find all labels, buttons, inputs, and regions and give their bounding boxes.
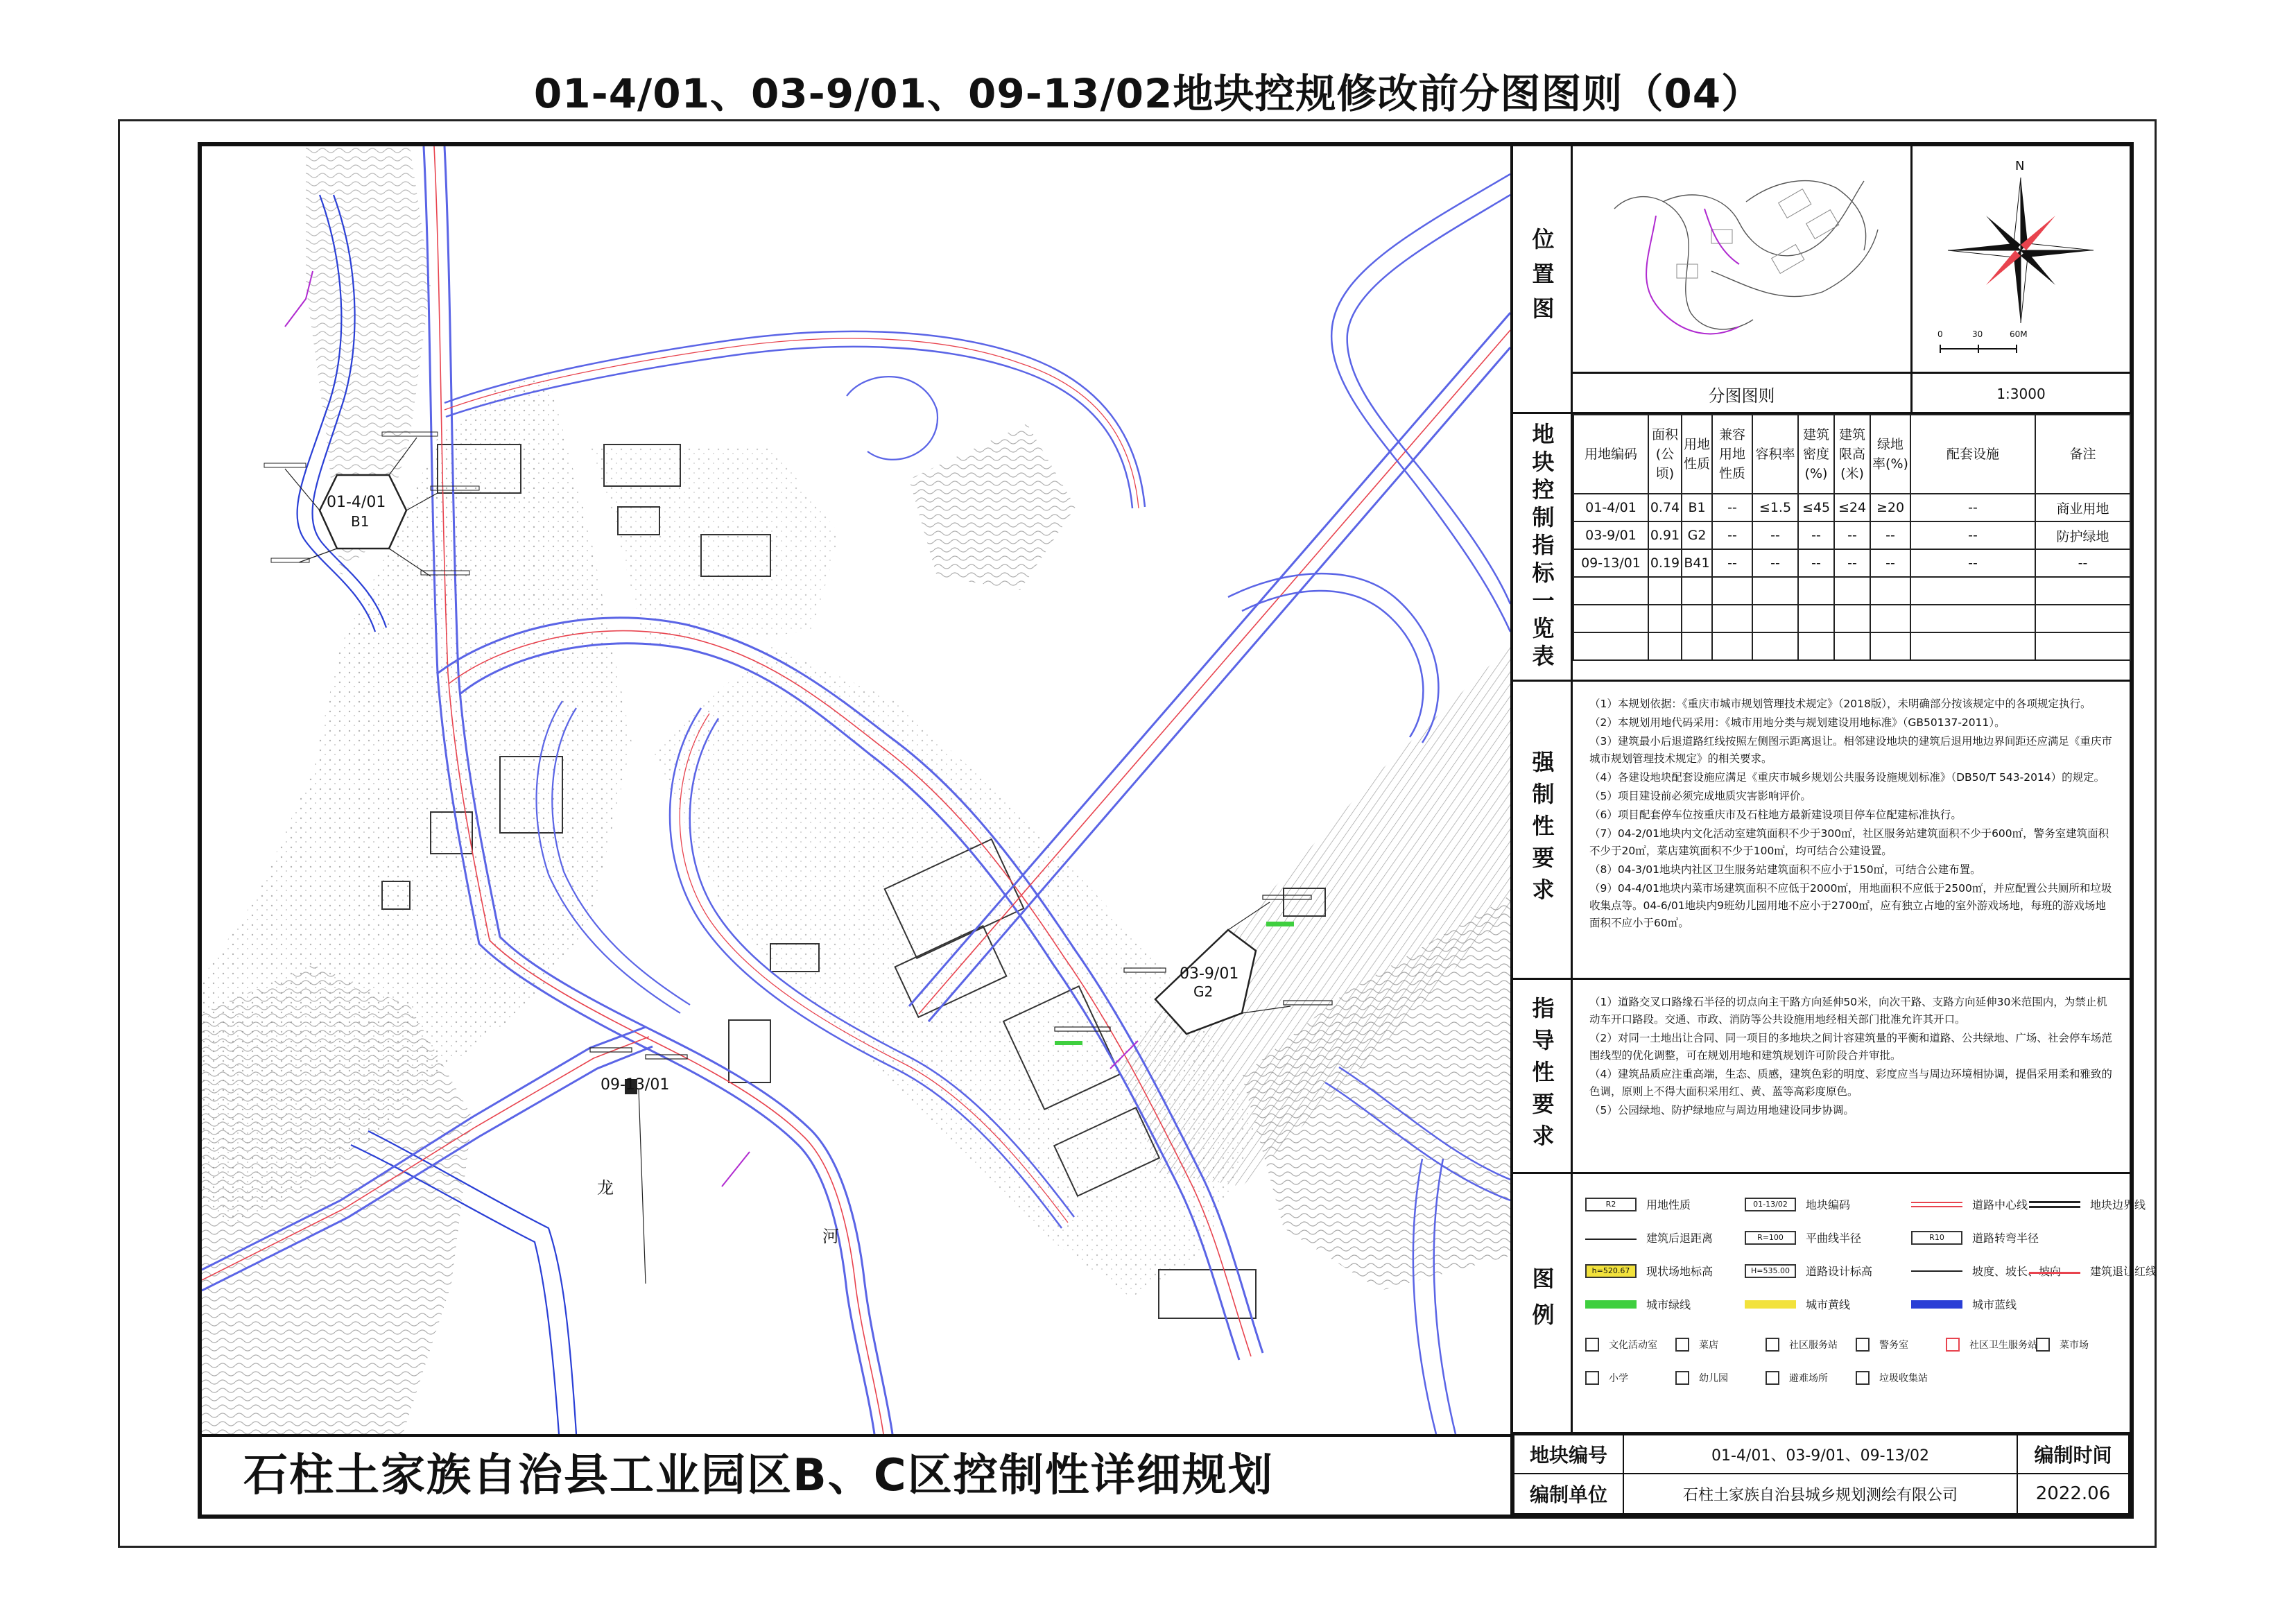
control-table-col-0: 用地编码 bbox=[1573, 415, 1648, 494]
control-table-cell bbox=[2035, 577, 2130, 605]
control-table-cell bbox=[1910, 632, 2035, 660]
compass-north-label: N bbox=[2015, 159, 2025, 173]
legend-label: 坡度、坡长、坡向 bbox=[1972, 1265, 2062, 1278]
mandatory-note: （4）各建设地块配套设施应满足《重庆市城乡规划公共服务设施规划标准》（DB50/T 543-2014）的规定。 bbox=[1589, 771, 2105, 784]
control-table-cell: ≤45 bbox=[1798, 494, 1834, 521]
legend-item bbox=[1745, 1230, 1861, 1245]
legend-label: 小学 bbox=[1609, 1373, 1628, 1384]
control-table-col-3: 兼容用地性质 bbox=[1712, 415, 1752, 494]
control-table-cell bbox=[1910, 605, 2035, 632]
location-section bbox=[1513, 146, 2130, 414]
control-table-row bbox=[1573, 521, 2130, 549]
legend-label: 社区卫生服务站 bbox=[1969, 1340, 2037, 1351]
legend-facility-icon bbox=[1856, 1338, 1870, 1352]
control-table-row bbox=[1573, 494, 2130, 521]
plan-title: 石柱土家族自治县工业园区B、C区控制性详细规划 bbox=[202, 1434, 1511, 1515]
legend-item bbox=[1585, 1338, 1657, 1352]
control-table-cell: -- bbox=[1910, 549, 2035, 577]
legend-label: 避难场所 bbox=[1789, 1373, 1828, 1384]
control-table-cell bbox=[1752, 577, 1798, 605]
plot-c-code-label: 09-13/01 bbox=[601, 1076, 670, 1094]
legend-symbol: R=100 bbox=[1745, 1231, 1796, 1245]
control-table bbox=[1573, 414, 2131, 661]
legend-line-swatch bbox=[1745, 1300, 1796, 1309]
legend-line-swatch bbox=[1911, 1270, 1962, 1272]
legend-label: 道路中心线 bbox=[1972, 1198, 2028, 1211]
legend-symbol: H=535.00 bbox=[1745, 1264, 1796, 1278]
legend-symbol: h=520.67 bbox=[1585, 1264, 1637, 1278]
control-table-row bbox=[1573, 549, 2130, 577]
mandatory-section bbox=[1513, 682, 2130, 980]
mandatory-note: （8）04-3/01地块内社区卫生服务站建筑面积不应小于150㎡，可结合公建布置。 bbox=[1589, 863, 1981, 876]
legend-label: 用地性质 bbox=[1646, 1198, 1691, 1211]
legend-line-swatch bbox=[2029, 1201, 2080, 1208]
legend-item bbox=[1856, 1371, 1928, 1385]
control-table-cell bbox=[1648, 605, 1682, 632]
guidance-section bbox=[1513, 980, 2130, 1174]
legend-item bbox=[1766, 1338, 1838, 1352]
legend-label: 菜店 bbox=[1699, 1340, 1718, 1351]
control-table-cell: -- bbox=[1712, 494, 1752, 521]
scale-label: 1:3000 bbox=[1913, 372, 2130, 414]
legend-item bbox=[1911, 1196, 2028, 1212]
control-table-cell: -- bbox=[1910, 494, 2035, 521]
legend-item bbox=[1766, 1371, 1828, 1385]
legend-item bbox=[1585, 1230, 1713, 1245]
control-table-cell bbox=[1798, 605, 1834, 632]
plot-b-code-label: 03-9/01 bbox=[1180, 965, 1239, 983]
river-label-1: 龙 bbox=[597, 1178, 614, 1198]
control-table-cell bbox=[1870, 577, 1910, 605]
control-table-cell: 03-9/01 bbox=[1573, 521, 1648, 549]
scale-tick-1: 30 bbox=[1972, 329, 1983, 339]
legend-item bbox=[2036, 1338, 2089, 1352]
unit-label: 编制单位 bbox=[1513, 1473, 1624, 1515]
legend-label: 城市黄线 bbox=[1806, 1298, 1851, 1311]
river-label-2: 河 bbox=[822, 1227, 839, 1246]
legend-item bbox=[1585, 1263, 1713, 1279]
scale-tick-0: 0 bbox=[1937, 329, 1943, 339]
plot-code-value: 01-4/01、03-9/01、09-13/02 bbox=[1623, 1434, 2018, 1474]
control-table-col-1: 面积(公顷) bbox=[1648, 415, 1682, 494]
legend-symbol: R2 bbox=[1585, 1198, 1637, 1211]
legend-item bbox=[1745, 1263, 1872, 1279]
legend-facility-icon bbox=[1675, 1338, 1689, 1352]
legend-symbol: 01-13/02 bbox=[1745, 1198, 1796, 1211]
legend-section bbox=[1513, 1174, 2157, 1434]
location-map-svg bbox=[1573, 146, 1910, 372]
control-table-cell: B41 bbox=[1682, 549, 1712, 577]
legend-item bbox=[1585, 1371, 1628, 1385]
control-table-cell: -- bbox=[1712, 549, 1752, 577]
guidance-note: （4）建筑品质应注重高端，生态、质感，建筑色彩的明度、彩度应当与周边环境相协调，提倡采用柔和雅致的色调，原则上不得大面积采用红、黄、蓝等高彩度原色。 bbox=[1589, 1068, 2112, 1098]
time-label: 编制时间 bbox=[2017, 1434, 2130, 1474]
plot-a-code-label: 01-4/01 bbox=[327, 494, 386, 511]
legend-item bbox=[1911, 1296, 2017, 1312]
guidance-header: 指导性要求 bbox=[1528, 996, 1555, 1156]
legend-label: 文化活动室 bbox=[1609, 1340, 1657, 1351]
control-table-cell: 0.91 bbox=[1648, 521, 1682, 549]
mandatory-note: （3）建筑最小后退道路红线按照左侧图示距离退让。相邻建设地块的建筑后退用地边界间距还应满足《重庆市城市规划管理技术规定》的相关要求。 bbox=[1589, 735, 2112, 765]
mandatory-note: （9）04-4/01地块内菜市场建筑面积不应低于2000㎡，用地面积不应低于2500㎡，并应配置公共厕所和垃圾收集点等。04-6/01地块内9班幼儿园用地不应小于2700㎡，应有独立占地的室外游戏场地，每班的游戏场地面积不应小于60㎡。 bbox=[1589, 882, 2112, 929]
control-table-cell: 商业用地 bbox=[2035, 494, 2130, 521]
control-table-cell: -- bbox=[1712, 521, 1752, 549]
guidance-note: （2）对同一土地出让合同、同一项目的多地块之间计容建筑量的平衡和道路、公共绿地、广场、社会停车场范围线型的优化调整，可在规划用地和建筑规划许可阶段合并审批。 bbox=[1589, 1032, 2112, 1062]
legend-label: 建筑后退距离 bbox=[1646, 1232, 1714, 1245]
legend-item bbox=[1585, 1196, 1691, 1212]
time-value: 2022.06 bbox=[2017, 1473, 2130, 1515]
location-header-text: 位置图 bbox=[1528, 227, 1555, 331]
planning-map[interactable] bbox=[202, 146, 1510, 1434]
legend-line-swatch bbox=[1911, 1202, 1962, 1207]
control-table-cell: -- bbox=[1834, 521, 1870, 549]
legend-line-swatch bbox=[1585, 1300, 1637, 1309]
plot-b-use-label: G2 bbox=[1193, 983, 1214, 1000]
control-table-cell: ≥20 bbox=[1870, 494, 1910, 521]
legend-facility-icon bbox=[1766, 1338, 1779, 1352]
legend-item bbox=[1856, 1338, 1908, 1352]
control-table-cell bbox=[1573, 632, 1648, 660]
control-table-section bbox=[1513, 414, 2130, 682]
control-table-cell bbox=[1834, 605, 1870, 632]
control-table-row bbox=[1573, 632, 2130, 660]
legend-facility-icon bbox=[1766, 1371, 1779, 1385]
control-table-cell: -- bbox=[1870, 549, 1910, 577]
control-table-cell: 防护绿地 bbox=[2035, 521, 2130, 549]
control-table-cell bbox=[1752, 632, 1798, 660]
control-table-cell: -- bbox=[1870, 521, 1910, 549]
control-table-cell bbox=[1834, 577, 1870, 605]
legend-item bbox=[1585, 1296, 1691, 1312]
mandatory-note: （1）本规划依据：《重庆市城市规划管理技术规定》（2018版），未明确部分按该规定中的各项规定执行。 bbox=[1589, 698, 2091, 710]
unit-value: 石柱土家族自治县城乡规划测绘有限公司 bbox=[1623, 1473, 2018, 1515]
control-table-header: 地块控制指标一览表 bbox=[1528, 422, 1555, 672]
legend-facility-icon bbox=[2036, 1338, 2050, 1352]
control-table-cell bbox=[1648, 632, 1682, 660]
control-table-cell: -- bbox=[1910, 521, 2035, 549]
mandatory-note: （7）04-2/01地块内文化活动室建筑面积不少于300㎡，社区服务站建筑面积不少于600㎡，警务室建筑面积不少于20㎡，菜店建筑面积不少于100㎡，均可结合公建设置。 bbox=[1589, 827, 2109, 857]
legend-label: 现状场地标高 bbox=[1646, 1265, 1714, 1278]
green-line-mark bbox=[1055, 1041, 1082, 1045]
control-table-cell bbox=[2035, 632, 2130, 660]
control-table-col-9: 备注 bbox=[2035, 415, 2130, 494]
control-table-cell: 0.74 bbox=[1648, 494, 1682, 521]
control-table-cell bbox=[1834, 632, 1870, 660]
control-table-cell: -- bbox=[1752, 521, 1798, 549]
control-table-cell bbox=[1752, 605, 1798, 632]
control-table-cell: -- bbox=[1798, 549, 1834, 577]
control-table-cell bbox=[2035, 605, 2130, 632]
legend-item bbox=[1745, 1196, 1850, 1212]
mandatory-note: （2）本规划用地代码采用：《城市用地分类与规划建设用地标准》（GB50137-2011）。 bbox=[1589, 716, 2005, 729]
legend-line-swatch bbox=[1911, 1300, 1962, 1309]
control-table-cell bbox=[1682, 632, 1712, 660]
control-table-col-7: 绿地率(%) bbox=[1870, 415, 1910, 494]
legend-item bbox=[2029, 1196, 2146, 1212]
control-table-cell: G2 bbox=[1682, 521, 1712, 549]
control-table-cell bbox=[1798, 577, 1834, 605]
control-table-cell: 01-4/01 bbox=[1573, 494, 1648, 521]
location-caption: 分图图则 bbox=[1573, 372, 1913, 414]
legend-item bbox=[1911, 1230, 2039, 1245]
mid-hill bbox=[909, 424, 1076, 590]
control-table-cell: ≤1.5 bbox=[1752, 494, 1798, 521]
legend-facility-icon bbox=[1585, 1371, 1599, 1385]
legend-label: 幼儿园 bbox=[1699, 1373, 1728, 1384]
legend-item bbox=[1675, 1338, 1718, 1352]
legend-facility-icon bbox=[1856, 1371, 1870, 1385]
legend-facility-icon bbox=[1675, 1371, 1689, 1385]
legend-item bbox=[1675, 1371, 1728, 1385]
legend-facility-icon bbox=[1585, 1338, 1599, 1352]
map-canvas[interactable] bbox=[202, 146, 1510, 1434]
control-table-cell: -- bbox=[1752, 549, 1798, 577]
legend-line-swatch bbox=[2029, 1268, 2080, 1274]
mandatory-notes bbox=[1573, 682, 2130, 940]
legend-label: 地块边界线 bbox=[2090, 1198, 2146, 1211]
control-table-cell bbox=[1870, 605, 1910, 632]
control-table-header-row bbox=[1573, 415, 2130, 494]
legend-label: 地块编码 bbox=[1806, 1198, 1851, 1211]
control-table-cell bbox=[1870, 632, 1910, 660]
legend-label: 城市绿线 bbox=[1646, 1298, 1691, 1311]
legend-label: 警务室 bbox=[1879, 1340, 1908, 1351]
control-table-cell: -- bbox=[1834, 549, 1870, 577]
side-panel bbox=[1510, 146, 2157, 1515]
control-table-row bbox=[1573, 605, 2130, 632]
legend-label: 道路转弯半径 bbox=[1972, 1232, 2039, 1245]
control-table-cell: ≤24 bbox=[1834, 494, 1870, 521]
control-table-cell bbox=[1573, 577, 1648, 605]
control-table-col-8: 配套设施 bbox=[1910, 415, 2035, 494]
control-table-cell bbox=[1682, 577, 1712, 605]
legend-item bbox=[1745, 1296, 1850, 1312]
mandatory-header: 强制性要求 bbox=[1528, 750, 1555, 910]
control-table-cell bbox=[1712, 577, 1752, 605]
legend-label: 建筑退让红线 bbox=[2090, 1265, 2157, 1278]
location-map[interactable] bbox=[1573, 146, 1913, 372]
legend-label: 菜市场 bbox=[2060, 1340, 2089, 1351]
control-table-cell: -- bbox=[2035, 549, 2130, 577]
control-table-cell: 09-13/01 bbox=[1573, 549, 1648, 577]
control-table-col-2: 用地性质 bbox=[1682, 415, 1712, 494]
legend-header: 图例 bbox=[1528, 1267, 1555, 1339]
control-table-cell bbox=[1712, 632, 1752, 660]
legend-facility-icon bbox=[1946, 1338, 1960, 1352]
sheet-title: 01-4/01、03-9/01、09-13/02地块控规修改前分图图则（04） bbox=[533, 70, 1763, 117]
control-table-col-6: 建筑限高(米) bbox=[1834, 415, 1870, 494]
north-district bbox=[590, 445, 840, 646]
control-table-cell: -- bbox=[1798, 521, 1834, 549]
guidance-note: （1）道路交叉口路缘石半径的切点向主干路方向延伸50米，向次干路、支路方向延伸30米范围内，为禁止机动车开口路段。交通、市政、消防等公共设施用地经相关部门批准允许其开口。 bbox=[1589, 996, 2107, 1026]
plot-code-label: 地块编号 bbox=[1513, 1434, 1624, 1474]
control-table-col-5: 建筑密度(%) bbox=[1798, 415, 1834, 494]
legend-item bbox=[1946, 1338, 2037, 1352]
scale-tick-2: 60M bbox=[2010, 329, 2028, 339]
location-header bbox=[1513, 146, 1573, 412]
legend-label: 垃圾收集站 bbox=[1879, 1373, 1928, 1384]
legend-label: 平曲线半径 bbox=[1806, 1232, 1862, 1245]
guidance-notes bbox=[1573, 980, 2130, 1128]
control-table-cell bbox=[1682, 605, 1712, 632]
control-table-cell bbox=[1798, 632, 1834, 660]
control-table-row bbox=[1573, 577, 2130, 605]
legend-label: 社区服务站 bbox=[1789, 1340, 1838, 1351]
control-table-cell bbox=[1573, 605, 1648, 632]
control-table-cell bbox=[1712, 605, 1752, 632]
legend-line-swatch bbox=[1585, 1236, 1637, 1240]
legend-symbol: R10 bbox=[1911, 1231, 1962, 1245]
control-table-cell bbox=[1648, 577, 1682, 605]
control-table-col-4: 容积率 bbox=[1752, 415, 1798, 494]
control-table-cell: B1 bbox=[1682, 494, 1712, 521]
control-table-cell: 0.19 bbox=[1648, 549, 1682, 577]
legend-item bbox=[2029, 1263, 2157, 1279]
control-table-cell bbox=[1910, 577, 2035, 605]
guidance-note: （5）公园绿地、防护绿地应与周边用地建设同步协调。 bbox=[1589, 1104, 1854, 1116]
mandatory-note: （6）项目配套停车位按重庆市及石柱地方最新建设项目停车位配建标准执行。 bbox=[1589, 809, 1962, 821]
title-block bbox=[1513, 1434, 2130, 1515]
compass-area bbox=[1913, 146, 2130, 372]
plot-a-use-label: B1 bbox=[351, 513, 370, 530]
legend-label: 道路设计标高 bbox=[1806, 1265, 1873, 1278]
mandatory-note: （5）项目建设前必须完成地质灾害影响评价。 bbox=[1589, 790, 1811, 802]
legend-label: 城市蓝线 bbox=[1972, 1298, 2017, 1311]
